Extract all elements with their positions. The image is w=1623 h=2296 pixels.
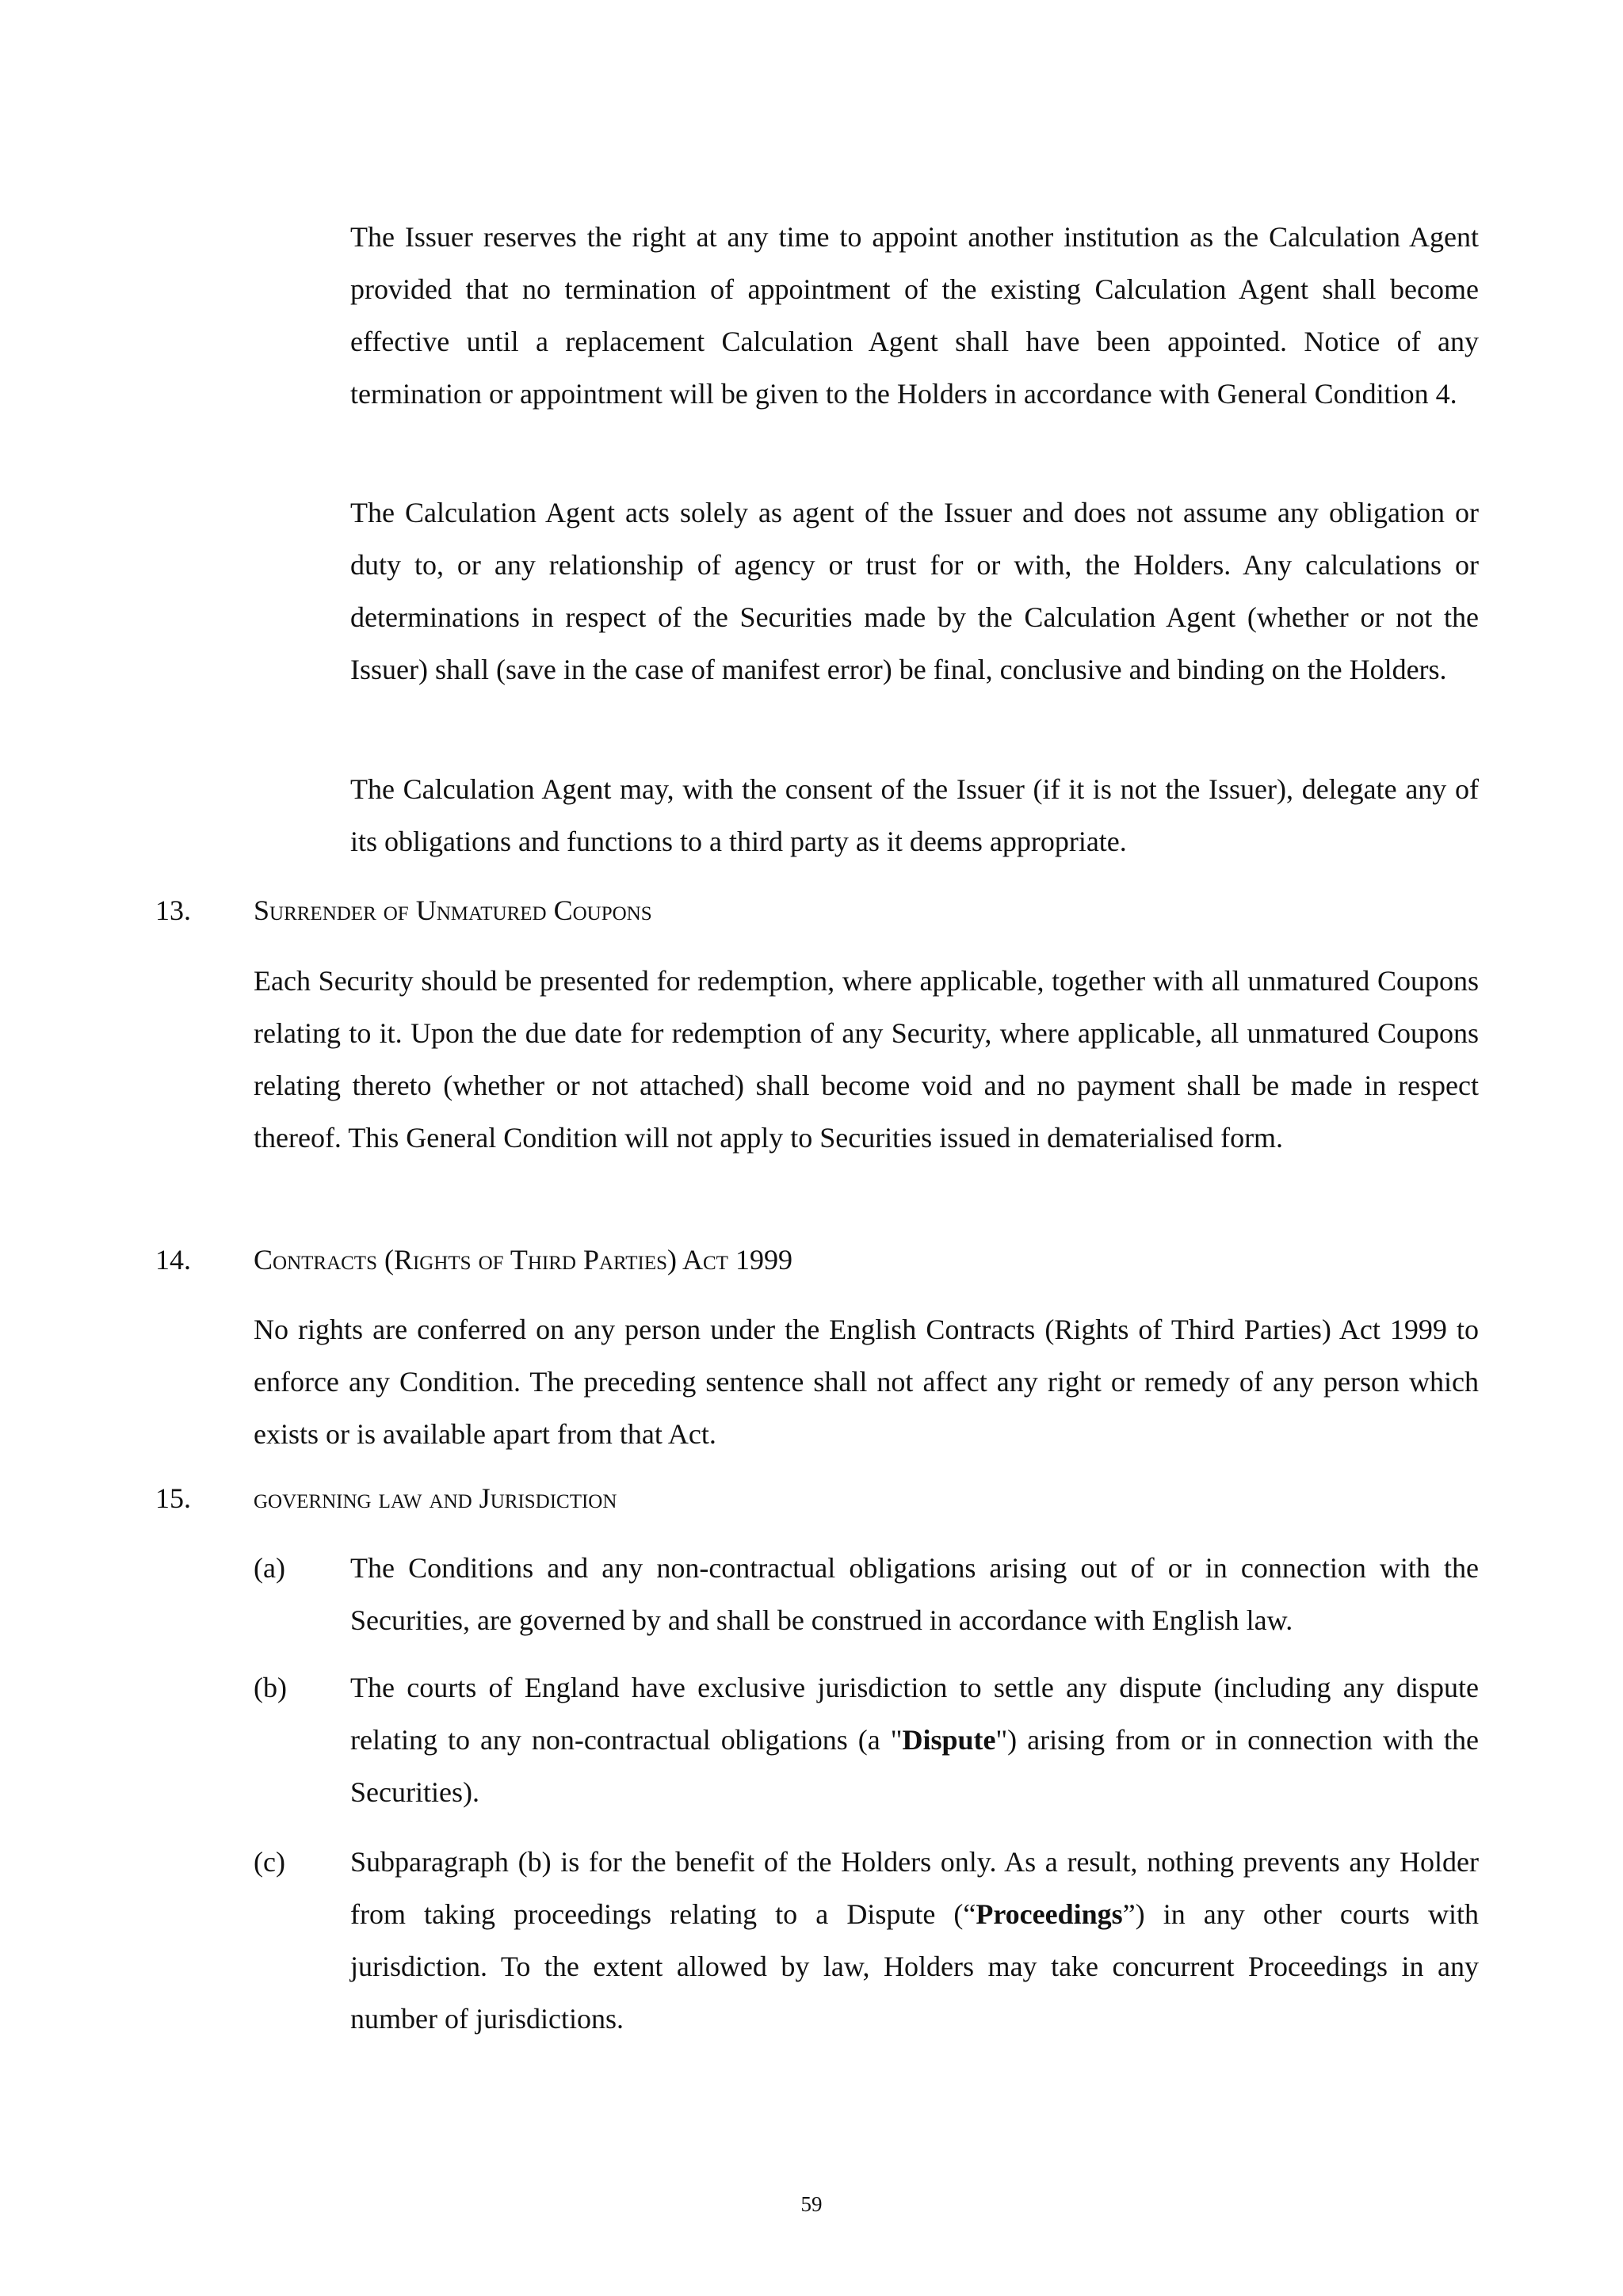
clause-12-paragraph-3: The Calculation Agent may, with the consent of the Issuer (if it is not the Issuer), delegate any of its obligations and functions to a third party as it deems appropriate. [350, 773, 1479, 857]
clause-13-body: Each Security should be presented for redemption, where applicable, together with all unmatured Coupons relating to it. Upon the due date for redemption of any Security, where applicable, all unmatured Coupons relating thereto (whether or not attached) shall become void and no payment shall be made in respect thereof. This General Condition will not apply to Securities issued in dematerialised form. [254, 965, 1479, 1154]
clause-15-item-c-text-after: ”) in any other courts with jurisdiction. To the extent allowed by law, Holders may take concurrent Proceedings in any number of jurisdictions. [350, 1898, 1479, 2035]
clause-15-item-b-label: (b) [254, 1672, 287, 1703]
defined-term-dispute: Dispute [902, 1724, 996, 1756]
defined-term-proceedings: Proceedings [976, 1898, 1123, 1930]
clause-12-paragraph-2: The Calculation Agent acts solely as agent of the Issuer and does not assume any obligation or duty to, or any relationship of agency or trust for or with, the Holders. Any calculations or determinations in respect of the Securities made by the Calculation Agent (whether or not the Issuer) shall (save in the case of manifest error) be final, conclusive and binding on the Holders. [350, 497, 1479, 685]
clause-13-number: 13. [155, 894, 191, 926]
clause-15-item-c-text [350, 1836, 1479, 2045]
clause-15-item-b-text-before: The courts of England have exclusive jurisdiction to settle any dispute (including any dispute relating to any non-contractual obligations (a " [350, 1672, 1479, 1756]
clause-15-title: governing law and Jurisdiction [254, 1482, 617, 1514]
clause-15-item-b-text-after: ") arising from or in connection with the Securities). [350, 1724, 1479, 1808]
clause-15-item-b-text [350, 1661, 1479, 1818]
clause-15-item-a-label: (a) [254, 1552, 285, 1584]
clause-15-item-c-text-before: Subparagraph (b) is for the benefit of the Holders only. As a result, nothing prevents any Holder from taking proceedings relating to a Dispute (“ [350, 1846, 1479, 1930]
clause-14-number: 14. [155, 1244, 191, 1276]
clause-14-title: Contracts (Rights of Third Parties) Act 1999 [254, 1244, 792, 1276]
clause-15-item-c-label: (c) [254, 1846, 285, 1878]
clause-13-title: Surrender of Unmatured Coupons [254, 894, 652, 926]
clause-12-paragraph-1: The Issuer reserves the right at any time to appoint another institution as the Calculation Agent provided that no termination of appointment of the existing Calculation Agent shall become effective until a replacement Calculation Agent shall have been appointed. Notice of any termination or appointment will be given to the Holders in accordance with General Condition 4. [350, 221, 1479, 410]
clause-15-number: 15. [155, 1482, 191, 1514]
clause-14-body: No rights are conferred on any person under the English Contracts (Rights of Third Parties) Act 1999 to enforce any Condition. The preceding sentence shall not affect any right or remedy of any person which exists or is available apart from that Act. [254, 1314, 1479, 1450]
page-number: 59 [800, 2192, 823, 2216]
clause-15-item-a-text: The Conditions and any non-contractual obligations arising out of or in connection with the Securities, are governed by and shall be construed in accordance with English law. [350, 1552, 1479, 1636]
